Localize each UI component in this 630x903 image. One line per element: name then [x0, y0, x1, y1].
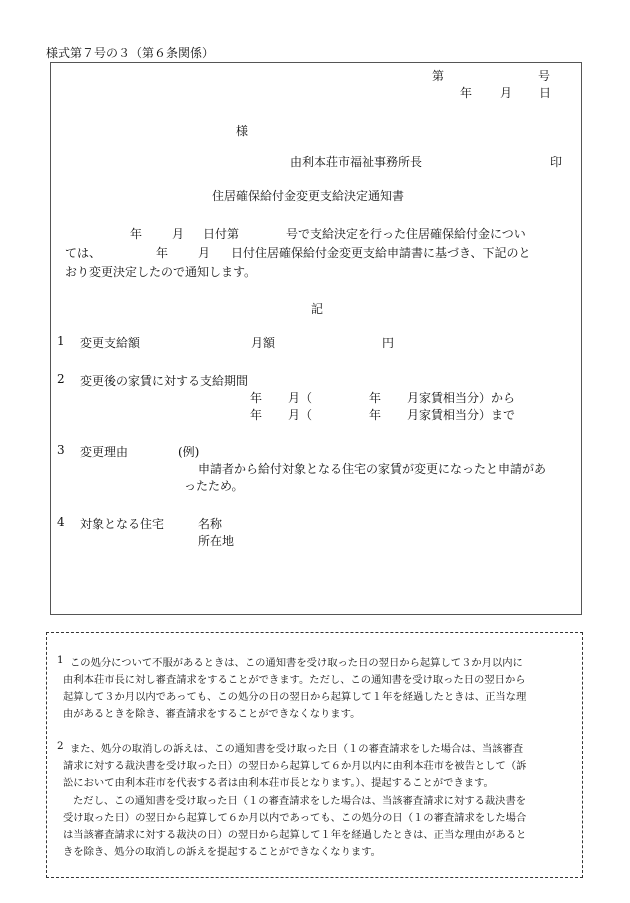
body-line2-tsuki: 月	[198, 246, 211, 260]
item1-label: 変更支給額	[80, 336, 141, 350]
note1-number: 1	[57, 654, 64, 666]
item2-row2-nen: 年	[250, 408, 263, 422]
body-line1-tail: 号で支給決定を行った住居確保給付金につい	[286, 227, 526, 241]
note2-line2: 請求に対する裁決書を受け取った日）の翌日から起算して６か月以内に由利本荘市を被告として（訴	[63, 760, 527, 772]
note1-line1: この処分について不服があるときは、この通知書を受け取った日の翌日から起算して３か月以内に	[70, 657, 523, 669]
item2-row2-tail: 月家賃相当分）まで	[407, 408, 516, 422]
ki-heading: 記	[311, 302, 324, 316]
issuer-name: 由利本荘市福祉事務所長	[290, 155, 423, 169]
seal-mark: 印	[550, 155, 563, 169]
item2-number: 2	[57, 372, 65, 386]
item3-reason-line2: ったため。	[184, 479, 244, 493]
item3-reason-line1: 申請者から給付対象となる住宅の家賃が変更になったと申請があ	[198, 462, 547, 476]
item2-label: 変更後の家賃に対する支給期間	[80, 374, 249, 388]
date-tsuki: 月	[500, 86, 513, 100]
body-line2-head: ては、	[65, 246, 102, 260]
note2-number: 2	[57, 740, 64, 752]
body-line2-nen: 年	[156, 246, 169, 260]
addressee-sama: 様	[236, 124, 249, 138]
body-line3: おり変更決定したので通知します。	[65, 265, 257, 279]
note1-line4: 由があるときを除き、審査請求をすることができなくなります。	[63, 708, 361, 720]
item3-example: (例)	[178, 445, 200, 459]
item2-row1-nen2: 年	[369, 391, 382, 405]
note2-line5: 受け取った日）の翌日から起算して６か月以内であっても、この処分の日（１の審査請求をした場合	[63, 812, 527, 824]
note1-line2: 由利本荘市長に対し審査請求をすることができます。ただし、この通知書を受け取った日の翌日から	[63, 674, 526, 686]
form-label: 様式第７号の３（第６条関係）	[46, 46, 215, 60]
item2-row2-nen2: 年	[369, 408, 382, 422]
item4-address: 所在地	[198, 534, 235, 548]
item2-row1-nen: 年	[250, 391, 263, 405]
date-nen: 年	[460, 86, 473, 100]
body-tsuki: 月	[172, 227, 185, 241]
note2-line6: は当該審査請求に対する裁決の日）の翌日から起算して１年を経過したときは、正当な理由があると	[63, 829, 527, 841]
note2-line7: きを除き、処分の取消しの訴えを提起することができなくなります。	[63, 846, 381, 858]
item3-number: 3	[57, 443, 65, 457]
doc-number-go: 号	[538, 69, 551, 83]
item4-label: 対象となる住宅	[80, 517, 165, 531]
item2-row1-tail: 月家賃相当分）から	[407, 391, 516, 405]
item2-row1-tsuki: 月（	[288, 391, 313, 405]
item4-number: 4	[57, 515, 65, 529]
note1-line3: 起算して３か月以内であっても、この処分の日の翌日から起算して１年を経過したときは、正当な理	[63, 691, 527, 703]
item1-number: 1	[57, 334, 65, 348]
body-line2-tail: 日付住居確保給付金変更支給申請書に基づき、下記のと	[231, 246, 531, 260]
note2-line1: また、処分の取消しの訴えは、この通知書を受け取った日（１の審査請求をした場合は、当該審査	[70, 743, 524, 755]
item3-label: 変更理由	[80, 445, 129, 459]
note2-line4: ただし、この通知書を受け取った日（１の審査請求をした場合は、当該審査請求に対する裁決書を	[73, 795, 527, 807]
note2-line3: 訟において由利本荘市を代表する者は由利本荘市長となります。）、提起することができます。	[63, 777, 494, 789]
body-hizuke: 日付第	[203, 227, 240, 241]
date-hi: 日	[539, 86, 552, 100]
body-nen: 年	[130, 227, 143, 241]
item1-yen: 円	[382, 336, 395, 350]
document-title: 住居確保給付金変更支給決定通知書	[212, 189, 405, 203]
item2-row2-tsuki: 月（	[288, 408, 313, 422]
item4-name: 名称	[198, 517, 223, 531]
doc-number-dai: 第	[432, 69, 445, 83]
item1-getsugaku: 月額	[251, 336, 276, 350]
